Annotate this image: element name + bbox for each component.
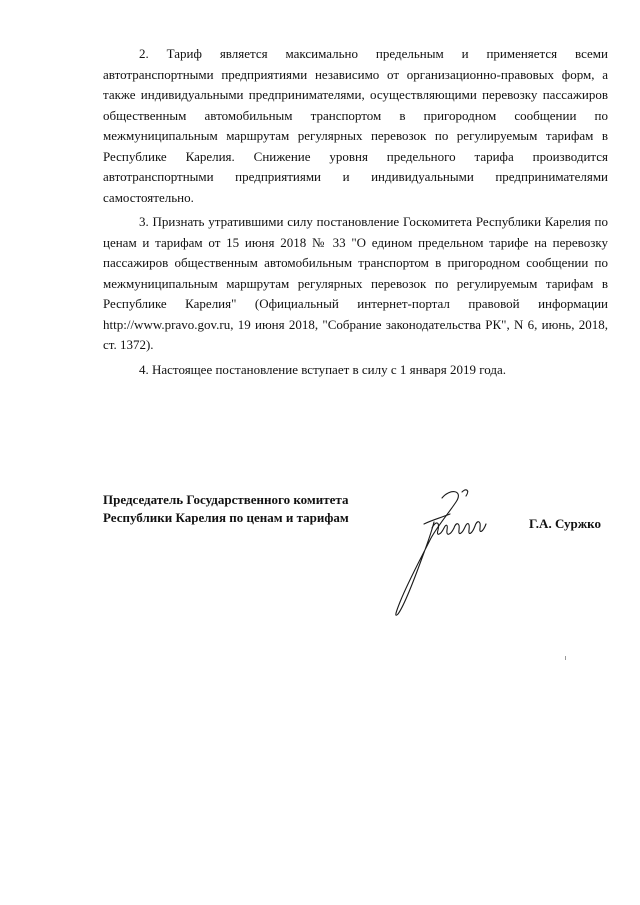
signatory-position-line2: Республики Карелия по ценам и тарифам: [103, 510, 349, 525]
signatory-position: [103, 491, 349, 527]
scan-artifact: [565, 656, 566, 660]
paragraph-4: 4. Настоящее постановление вступает в силу с 1 января 2019 года.: [139, 361, 507, 377]
handwritten-signature: [380, 484, 500, 624]
signer-name: Г.А. Суржко: [529, 516, 601, 531]
document-body: [103, 44, 608, 380]
paragraph-2: 2. Тариф является максимально предельным и применяется всеми автотранспортными предприятиями независимо от организационно-правовых форм, а также индивидуальными предпринимателями, осуществляющими перевозку пассажиров общественным автомобильным транспортом в пригородном сообщении по межмуниципальным маршрутам регулярных перевозок по регулируемым тарифам в Республике Карелия. Снижение уровня предельного тарифа производится автотранспортными предприятиями и индивидуальными предпринимателями самостоятельно.: [103, 46, 608, 205]
signatory-position-line1: Председатель Государственного комитета: [103, 492, 349, 507]
paragraph-3: 3. Признать утратившими силу постановление Госкомитета Республики Карелия по ценам и тарифам от 15 июня 2018 № 33 "О едином предельном тарифе на перевозку пассажиров общественным автомобильным транспортом в пригородном сообщении по межмуниципальным маршрутам регулярных перевозок по регулируемым тарифам в Республике Карелия" (Официальный интернет-портал правовой информации http://www.pravo.gov.ru, 19 июня 2018, "Собрание законодательства РК", N 6, июнь, 2018, ст. 1372).: [103, 214, 608, 352]
